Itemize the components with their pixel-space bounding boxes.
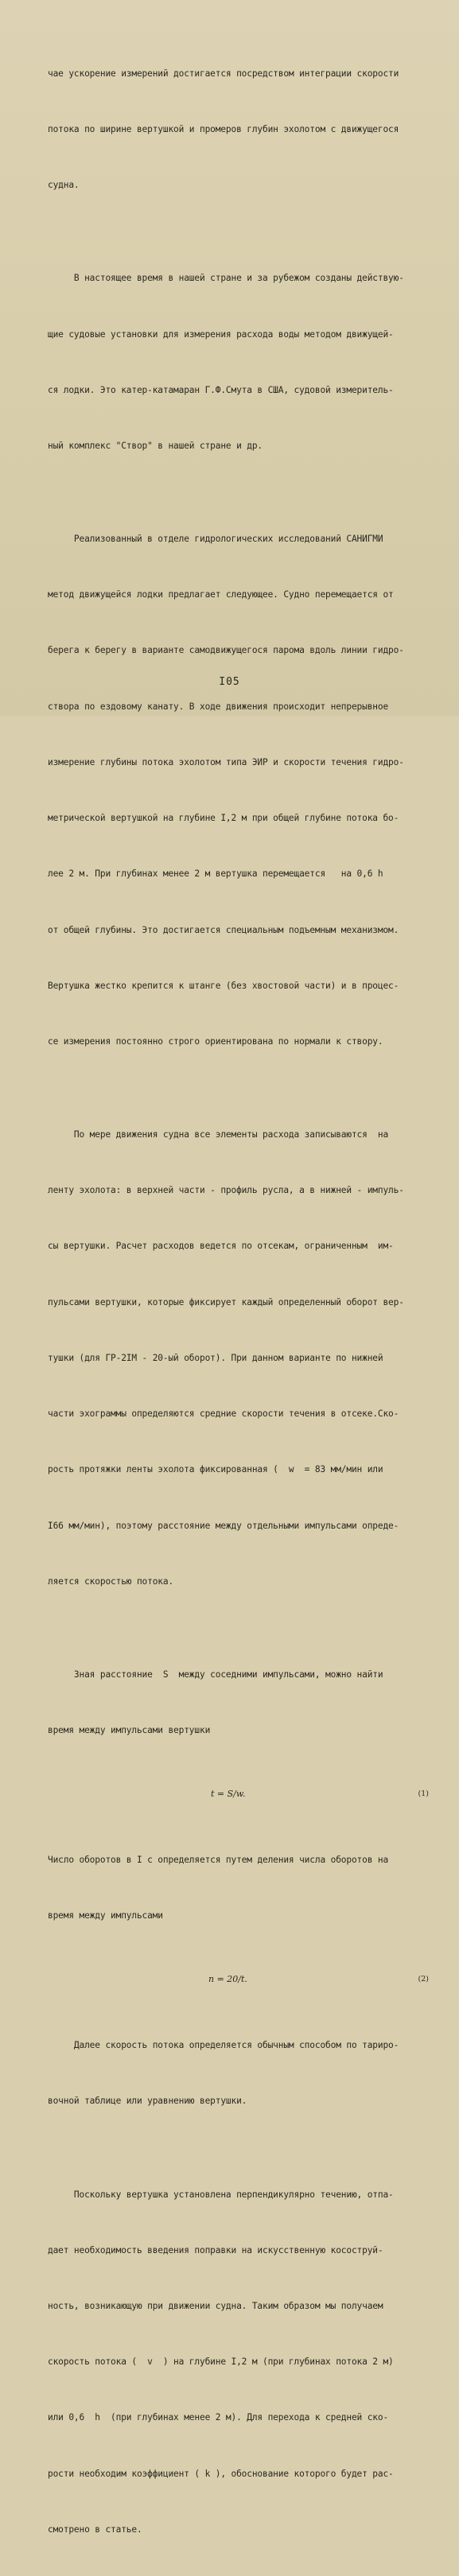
- paragraph: [48, 1088, 435, 1628]
- paragraph: [48, 231, 435, 492]
- text-line: I66 мм/мин), поэтому расстояние между отдельными импульсами опреде-: [48, 1520, 399, 1531]
- text-line: потока по ширине вертушкой и промеров глубин эхолотом с движущегося: [48, 124, 399, 135]
- text-line: сы вертушки. Расчет расходов ведется по отсекам, ограниченным им-: [48, 1241, 394, 1252]
- text-line: створа по ездовому канату. В ходе движения происходит непрерывное: [48, 701, 389, 712]
- paragraph: [48, 1628, 435, 1777]
- formula-number: (2): [418, 1975, 429, 1984]
- text-line: Число оборотов в I с определяется путем деления числа оборотов на: [48, 1855, 389, 1865]
- text-line: от общей глубины. Это достигается специальным подъемным механизмом.: [48, 924, 399, 935]
- text-line: щие судовые установки для измерения расхода воды методом движущей-: [48, 328, 394, 340]
- paragraph: [48, 1813, 435, 1962]
- text-line: тушки (для ГР-2IМ - 20-ый оборот). При данном варианте по нижней: [48, 1352, 383, 1363]
- text-line: ся лодки. Это катер-катамаран Г.Ф.Смута в США, судовой измеритель-: [48, 384, 394, 395]
- text-line: По мере движения судна все элементы расхода записываются на: [48, 1129, 389, 1140]
- paragraph: [48, 27, 435, 231]
- body-text-top: [48, 27, 435, 1777]
- text-line: ный комплекс "Створ" в нашей стране и др.: [48, 440, 263, 451]
- text-line: скорость потока ( v ) на глубине I,2 м (при глубинах потока 2 м): [48, 2356, 394, 2368]
- text-line: Далее скорость потока определяется обычным способом по тариро-: [48, 2040, 399, 2051]
- text-line: судна.: [48, 180, 80, 191]
- text-line: Поскольку вертушка установлена перпендикулярно течению, отпа-: [48, 2189, 394, 2200]
- paragraph: [48, 492, 435, 1088]
- text-line: ленту эхолота: в верхней части - профиль русла, а в нижней - импуль-: [48, 1185, 404, 1196]
- body-text-bottom: [48, 1999, 435, 2576]
- text-line: измерение глубины потока эхолотом типа ЭИР и скорости течения гидро-: [48, 756, 404, 767]
- text-line: время между импульсами: [48, 1910, 163, 1921]
- formula-number: (1): [418, 1789, 429, 1799]
- text-line: В настоящее время в нашей стране и за рубежом созданы действую-: [48, 273, 404, 284]
- text-line: се измерения постоянно строго ориентирована по нормали к створу.: [48, 1035, 383, 1047]
- formula-expression: t = S/w.: [211, 1789, 246, 1800]
- text-line: пульсами вертушки, которые фиксирует каждый определенный оборот вер-: [48, 1296, 404, 1307]
- text-line: чае ускорение измерений достигается посредством интеграции скорости: [48, 68, 399, 79]
- text-line: дает необходимость введения поправки на искусственную косоструй-: [48, 2244, 383, 2255]
- text-line: рости необходим коэффициент ( k ), обоснование которого будет рас-: [48, 2468, 394, 2479]
- text-line: метод движущейся лодки предлагает следующее. Судно перемещается от: [48, 589, 394, 600]
- text-line: метрической вертушкой на глубине I,2 м при общей глубине потока бо-: [48, 813, 399, 824]
- text-line: берега к берегу в варианте самодвижущегося парома вдоль линии гидро-: [48, 645, 404, 656]
- formula-2: [48, 1962, 435, 1999]
- formula-1: [48, 1777, 435, 1813]
- text-line: вочной таблице или уравнению вертушки.: [48, 2096, 247, 2107]
- text-line: время между импульсами вертушки: [48, 1724, 211, 1735]
- text-line: Зная расстояние S между соседними импульсами, можно найти: [48, 1669, 383, 1680]
- text-line: ляется скоростью потока.: [48, 1576, 174, 1587]
- text-line: Вертушка жестко крепится к штанге (без хвостовой части) и в процес-: [48, 980, 399, 991]
- page-number: I05: [219, 676, 240, 688]
- text-line: смотрено в статье.: [48, 2524, 142, 2535]
- formula-expression: n = 20/t.: [208, 1974, 247, 1985]
- text-line: лее 2 м. При глубинах менее 2 м вертушка перемещается на 0,6 h: [48, 868, 383, 880]
- text-line: Реализованный в отделе гидрологических исследований САНИГМИ: [48, 533, 383, 544]
- text-line: ность, возникающую при движении судна. Таким образом мы получаем: [48, 2300, 383, 2311]
- text-line: рость протяжки ленты эхолота фиксированная ( w = 83 мм/мин или: [48, 1464, 383, 1475]
- paragraph: [48, 1999, 435, 2147]
- text-line: или 0,6 h (при глубинах менее 2 м). Для перехода к средней ско-: [48, 2412, 389, 2423]
- text-line: части эхограммы определяются средние скорости течения в отсеке.Ско-: [48, 1408, 399, 1420]
- paragraph: [48, 2148, 435, 2576]
